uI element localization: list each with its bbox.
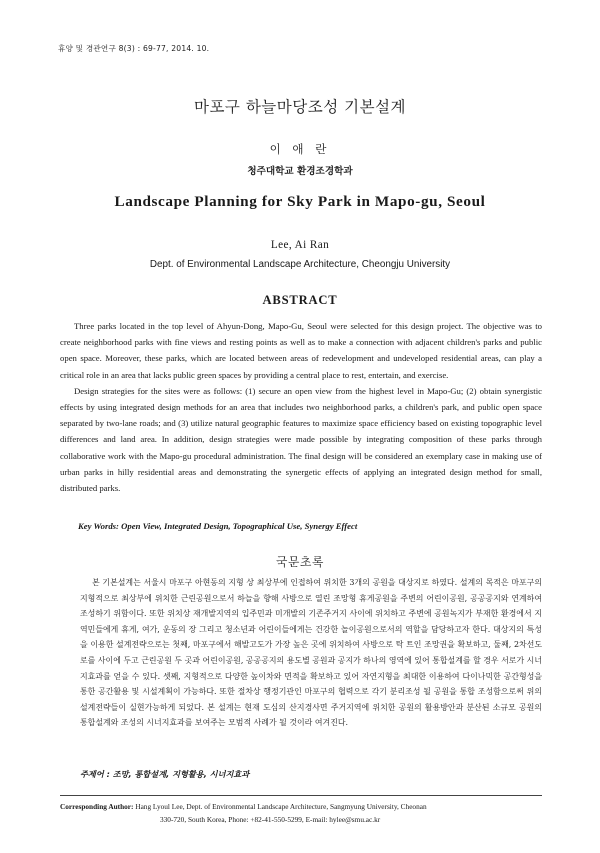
korean-keywords: 주제어 : 조망, 통합설계, 지형활용, 시너지효과 [80,769,250,779]
corresponding-author-line2: 330-720, South Korea, Phone: +82-41-550-5299, E-mail: hylee@smu.ac.kr [160,815,381,824]
korean-title: 마포구 하늘마당조성 기본설계 [193,98,406,116]
english-title: Landscape Planning for Sky Park in Mapo-gu, Seoul [114,193,486,210]
korean-abstract-body [80,575,542,731]
korean-abstract-heading: 국문초록 [276,555,324,569]
corresponding-author-note [60,800,542,826]
korean-author: 이 애 란 [269,142,331,156]
korean-abstract-paragraph: 본 기본설계는 서울시 마포구 아현동의 지형 상 최상부에 인접하여 위치한 3개의 공원을 대상지로 하였다. 설계의 목적은 마포구의 지형적으로 최상부에 위치한 근린공원으로서 하늘을 향해 사방으로 열린 조망형 휴게공원을 주변의 어린이공원, 공공공지와 연계하여 조성하기 위함이다. 또한 위치상 재개발지역의 입주민과 미개발의 기존주거지 사이에 위치하고 주변에 공원녹지가 부재한 환경에서 지역민들에게 휴게, 여가, 운동의 장 그리고 청소년과 어린이들에게는 건강한 놀이공원으로서의 역할을 담당하고자 한다. 대상지의 특성을 이용한 설계전략으로는 첫째, 마포구에서 해발고도가 가장 높은 곳에 위치하여 사방으로 탁 트인 조망권을 확보하고, 둘째, 2차선도로를 사이에 두고 근린공원 두 곳과 어린이공원, 공공공지의 용도별 공원과 공지가 하나의 영역에 있어 통합설계를 할 경우 서로가 시너지효과를 얻을 수 있다. 셋째, 지형적으로 다양한 높이차와 면적을 확보하고 있어 자연지형을 최대한 이용하여 다이나믹한 공간형성을 통한 공간활용 및 시설계획이 가능하다. 또한 절차상 행정기관인 마포구의 협력으로 각기 분리조성 될 공원을 통합 조성함으로써 위의 설계전략들이 실현가능하게 되었다. 본 설계는 현재 도심의 산지경사면 주거지역에 위치한 공원의 활용방안과 분산된 소규모 공원의 통합설계와 조성의 시너지효과를 보여주는 모범적 사례가 될 것이라 여겨진다. [80,578,542,728]
abstract-paragraph: Three parks located in the top level of Ahyun-Dong, Mapo-Gu, Seoul were selected for this design project. The objective was to create neighborhood parks with fine views and resting points as well as to make a connection with adjacent children's parks and public open space. Moreover, these parks, which are located between areas of redevelopment and undeveloped residential areas, can play a critical role in an area that lacks public green spaces by providing a central place to rest, entertain, and exercise. [60,321,542,380]
keywords: Key Words: Open View, Integrated Design, Topographical Use, Synergy Effect [78,521,358,531]
corresponding-author-label: Corresponding Author: [60,802,134,811]
korean-affiliation: 청주대학교 환경조경학과 [247,166,353,177]
abstract-heading: ABSTRACT [262,293,338,307]
english-affiliation: Dept. of Environmental Landscape Architecture, Cheongju University [149,259,451,270]
abstract-paragraph: Design strategies for the sites were as follows: (1) secure an open view from the highest level in Mapo-Gu; (2) obtain synergistic effects by using integrated design methods for an area that includes two neighborhood parks, a children's park, and public open space separated by two-lane roads; and (3) utilize natural geographic features to maximize space efficiency based on existing topographic level differences and land area. In addition, design strategies were made possible by integrating composition of these parks through collaborative work with the Mapo-gu procedural administration. The final design will be considered an exemplary case in making use of urban parks in hilly residential areas and demonstrating the synergetic effects of applying an integrated design method for small, distributed parks. [60,385,542,494]
journal-header: 휴양 및 경관연구 8(3) : 69-77, 2014. 10. [58,44,210,53]
abstract-body [60,318,542,496]
corresponding-author-line1: Hang Lyoul Lee, Dept. of Environmental Landscape Architecture, Sangmyung University, Cheonan [135,802,427,811]
footnote-divider [60,795,542,796]
english-author: Lee, Ai Ran [270,239,330,251]
